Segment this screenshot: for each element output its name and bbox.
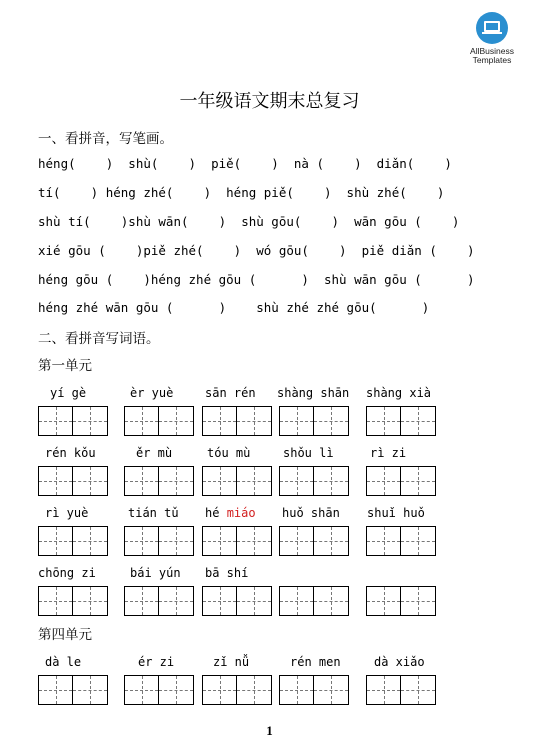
pinyin-label: bái yún xyxy=(130,566,181,580)
unit-heading: 第一单元 xyxy=(38,358,92,374)
brand-logo xyxy=(462,12,522,65)
pinyin-label: shàng xià xyxy=(366,386,432,400)
writing-grid[interactable] xyxy=(124,526,194,556)
writing-grid[interactable] xyxy=(279,675,349,705)
section-heading-strokes: 一、看拼音，写笔画。 xyxy=(38,131,173,147)
writing-grid[interactable] xyxy=(38,406,108,436)
section-heading-words: 二、看拼音写词语。 xyxy=(38,331,160,347)
writing-grid[interactable] xyxy=(279,586,349,616)
pinyin-label: rén kǒu xyxy=(45,446,96,460)
pinyin-label: chōng zi xyxy=(38,566,96,580)
writing-grid[interactable] xyxy=(124,675,194,705)
pinyin-label: rén men xyxy=(290,655,341,669)
writing-grid[interactable] xyxy=(202,586,272,616)
pinyin-label: tóu mù xyxy=(207,446,251,460)
pinyin-label: dà xiǎo xyxy=(374,655,425,669)
writing-grid[interactable] xyxy=(124,586,194,616)
stroke-line: héng gōu ( )héng zhé gōu ( ) shù wān gōu ( ) xyxy=(38,272,475,287)
writing-grid[interactable] xyxy=(366,586,436,616)
page-title: 一年级语文期末总复习 xyxy=(179,91,360,112)
pinyin-label: rì zi xyxy=(370,446,407,460)
writing-grid[interactable] xyxy=(366,675,436,705)
writing-grid[interactable] xyxy=(202,675,272,705)
writing-grid[interactable] xyxy=(202,466,272,496)
pinyin-label: ěr mù xyxy=(136,446,173,460)
writing-grid[interactable] xyxy=(124,466,194,496)
pinyin-label: shàng shān xyxy=(277,386,350,400)
pinyin-label: shuǐ huǒ xyxy=(367,506,425,520)
writing-grid[interactable] xyxy=(366,406,436,436)
stroke-line: héng( ) shù( ) piě( ) nà ( ) diǎn( ) xyxy=(38,156,452,171)
pinyin-label: huǒ shān xyxy=(282,506,340,520)
stroke-line: héng zhé wān gōu ( ) shù zhé zhé gōu( ) xyxy=(38,300,430,315)
pinyin-label: tián tǔ xyxy=(128,506,179,520)
writing-grid[interactable] xyxy=(202,526,272,556)
pinyin-label: yí gè xyxy=(50,386,87,400)
writing-grid[interactable] xyxy=(279,406,349,436)
laptop-icon xyxy=(476,12,508,44)
stroke-line: tí( ) héng zhé( ) héng piě( ) shù zhé( ) xyxy=(38,185,445,200)
writing-grid[interactable] xyxy=(38,675,108,705)
pinyin-label: rì yuè xyxy=(45,506,89,520)
pinyin-label: shǒu lì xyxy=(283,446,334,460)
writing-grid[interactable] xyxy=(279,466,349,496)
pinyin-label: sān rén xyxy=(205,386,256,400)
writing-grid[interactable] xyxy=(366,466,436,496)
unit-heading: 第四单元 xyxy=(38,627,92,643)
writing-grid[interactable] xyxy=(202,406,272,436)
pinyin-label: èr yuè xyxy=(130,386,174,400)
pinyin-label: dà le xyxy=(45,655,82,669)
writing-grid[interactable] xyxy=(279,526,349,556)
pinyin-label: zǐ nǚ xyxy=(213,655,250,669)
pinyin-label: ér zi xyxy=(138,655,175,669)
stroke-line: shù tí( )shù wān( ) shù gōu( ) wān gōu ( ) xyxy=(38,214,460,229)
writing-grid[interactable] xyxy=(124,406,194,436)
writing-grid[interactable] xyxy=(38,466,108,496)
highlighted-pinyin: miáo xyxy=(226,506,256,520)
pinyin-label: hé miáo xyxy=(205,506,256,520)
logo-text: AllBusiness Templates xyxy=(470,46,514,65)
stroke-line: xié gōu ( )piě zhé( ) wó gōu( ) piě diǎn ( ) xyxy=(38,243,475,258)
writing-grid[interactable] xyxy=(38,586,108,616)
pinyin-label: bā shí xyxy=(205,566,249,580)
writing-grid[interactable] xyxy=(366,526,436,556)
writing-grid[interactable] xyxy=(38,526,108,556)
page-number: 1 xyxy=(266,723,273,738)
